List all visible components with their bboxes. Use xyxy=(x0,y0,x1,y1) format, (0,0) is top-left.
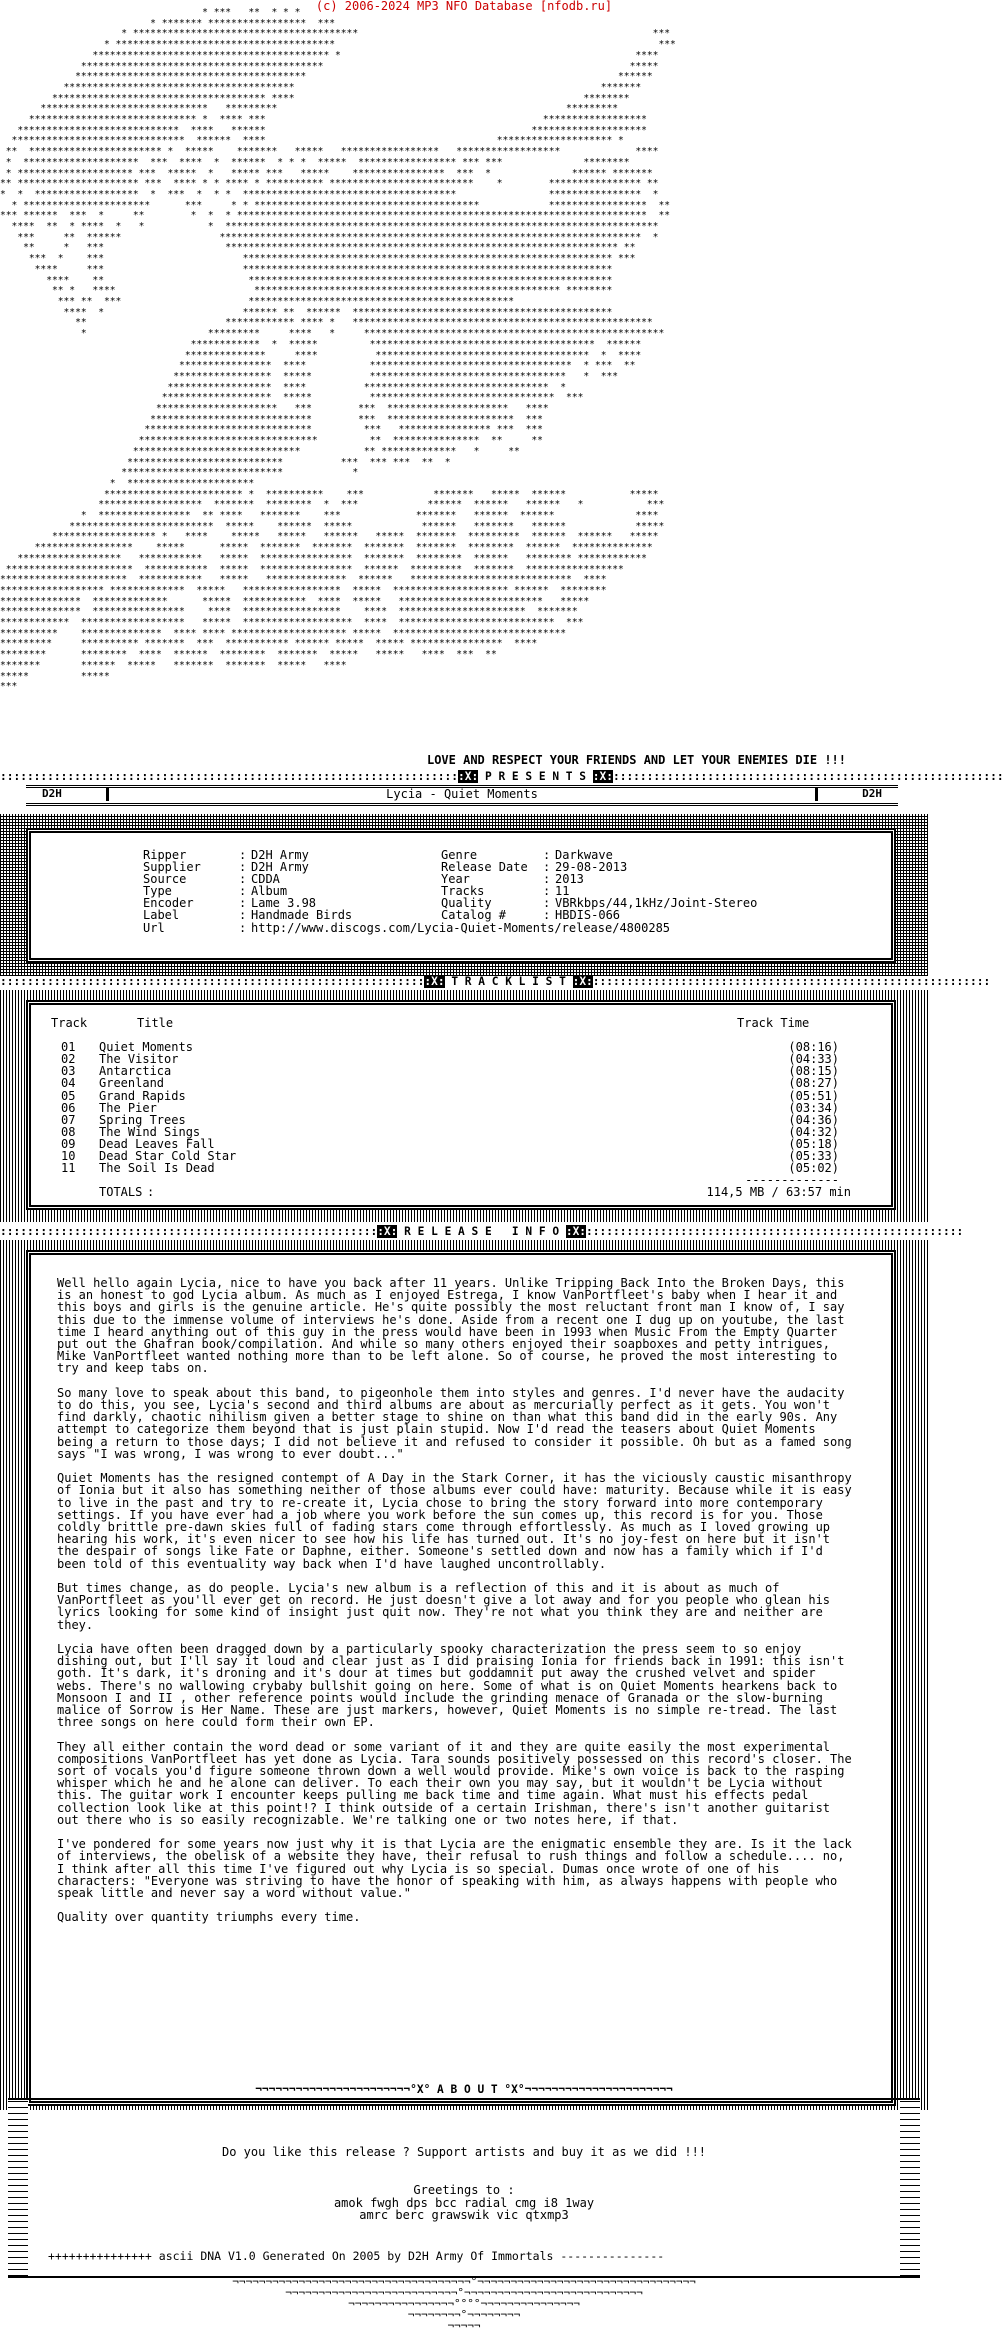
totals-divider: ------------- xyxy=(745,1173,839,1188)
track-number: 02 xyxy=(61,1052,76,1067)
track-row xyxy=(51,1065,851,1077)
track-row xyxy=(51,1077,851,1089)
meta-row: Ripper : D2H Army Genre : Darkwave xyxy=(143,848,613,862)
support-text: Do you like this release ? Support artists and buy it as we did !!! xyxy=(221,2145,707,2159)
meta-panel xyxy=(26,828,896,963)
release-info-section xyxy=(0,1225,964,2116)
track-number: 08 xyxy=(61,1124,76,1139)
about-banner: A B O U T xyxy=(437,2083,498,2096)
about-banner-row: ¬¬¬¬¬¬¬¬¬¬¬¬¬¬¬¬¬¬¬¬¬¬¬°X° A B O U T °X°¬¬¬¬¬¬¬¬¬¬¬¬¬¬¬¬¬¬¬¬¬¬ xyxy=(255,2083,673,2096)
presents-section xyxy=(0,770,1004,811)
release-info-banner: R E L E A S E I N F O xyxy=(404,1225,560,1238)
greetings-line1: amok fwgh dps bcc radial cmg i8 1way xyxy=(333,2195,595,2210)
meta-url-row: Url : http://www.discogs.com/Lycia-Quiet-Moments/release/4800285 xyxy=(143,922,863,934)
ascii-logo-text: * *** ** * * * * ******* ***************** *** * *************************************** *** * ************************************** *** ***************************************** * **** ****************************************** ***** **************************************** ****** **************************************** ******* ************************************* **** ******** ***************************** ********* ********* ***************************** * **** *** ****************** **************************** **** ****** ******************** ****************************** ****** **** ******************** * ** *********************** * ***** ******* ***** ***************** ****************** **** * ******************** *** **** * ****** * * * ***** ***************** *** *** ******** * ******************** *** ***** * ***** *** ***** **************** *** * ****** ******* ** ********************* *** **** * * **** * ********** ************************* * **************** ** * * ****************** * *** * * * ************************************* **************** * * ********************** *** * * *************************************** ***************** ** *** ****** *** * ** * * * *********************************************************************** ** **** ** * **** * * * *************************************************************************** *** ** ****** ************************************************************************* * ** * *** ******************************************************************** ** *** * *** **************************************************************** *** **** *** **************************************************************** **** ** *************************************************************** ** * **** ***************************************************** ******** *** ** *** ********************************************** **** * ****** ** ****** ********************************************* ** ************ **** * **************************************************** * ********* **** * **************************************************** ************ * ***** *************************************** ****** ************** **** ************************************* * **** **************** **** *********************************** * *** ** ***************** ***** ********************************** * *** ****************** **** ******************************** * ******************* ***** ******************************** *** ********************* *** *** ********************* **** **************************** *** ********************** *** ***************************** *** **************** *** *** ******************************* ** *************** ** ** ***************************** ** ************* * ** *************************** *** *** *** ** * **************************** * * ********************** ************************ * ********** *** ******* ***** ****** ***** ****************** ******* ******** * *** ****** ****** ****** * *** * **************** ** **** ******* *** ******* ****** ****** **** ************************* ***** ****** ***** ****** ******* ****** ***** ****************** * **** ***** ***** ****** ***** ******* ********* ****** ****** ***** ***************** ***** ***** ******* ******* ******* ******* ******** ****** ************** ****************** *********** ***** **************** ******* ******** ****** ******** ************ ********************** *********** ***** **************** ****** ********* ******* ***************** ********************** *********** ***** ************** ****** **************************** **** ****************** ************* ***** ***************** ***** ******************** ****** ******** ************** ************* ***** *********** **** ***** ************************* ***** ************** **************** **** ***************** **** ********************** ******* ************ ****************** ***** ******************* **** *************************** *** ********** ************** **** **** ******************** ***** ****************************** ********* ********** ******* *** *********** ****** ***** ***** **************** **** ******** ******** **** ****** ******** ******* ***** ***** **** *** ** ******* ****** ***** ******* ******* ***** **** ***** ***** *** xyxy=(0,7,676,693)
track-time: (05:02) xyxy=(788,1161,839,1176)
track-number: 05 xyxy=(61,1088,76,1103)
track-title: Dead Star Cold Star xyxy=(99,1149,237,1164)
track-title: Quiet Moments xyxy=(99,1040,193,1055)
track-time: (08:27) xyxy=(788,1076,839,1091)
tracklist-header xyxy=(51,1017,851,1029)
greetings-label: Greetings to : xyxy=(413,2183,515,2197)
info-paragraph: So many love to speak about this band, to pigeonhole them into styles and genres. I'd never have the audacity to do this, you see, Lycia's second and third albums are about as mercurially perfect as it gets. You won't find darkly, chaotic nihilism given a better stage to shine on than what this band did in the early 90s. Any attempt to categorize them beyond that is just plain stupid. Now I'd read the teasers about Quiet Moments being a return to those days; I did not believe it and refused to consider it possible. Oh but as a famed song says "I was wrong, I was wrong to ever doubt..." xyxy=(57,1385,852,1461)
track-title: The Wind Sings xyxy=(99,1124,201,1139)
track-title: The Soil Is Dead xyxy=(99,1161,215,1176)
track-number: 10 xyxy=(61,1149,76,1164)
ascii-logo-art xyxy=(0,8,928,758)
info-paragraph: Well hello again Lycia, nice to have you back after 11 years. Unlike Tripping Back Into the Broken Days, this is an honest to god Lycia album. As much as I enjoyed Estrega, I know VanPortfleet's baby when I hear it and this boys and girls is the genuine article. He's quite possibly the most reluctant front man I know of, I say this due to the immense volume of interviews he's done. Aside from a recent one I dug up on youtube, the last time I heard anything out of this guy in the press would have been in 1993 when Music From the Empty Quarter put out the Ghafran book/compilation. And while so many others enjoyed their soapboxes and petty intrigues, Mike VanPortfleet wanted nothing more than to be left alone. So of course, he proved the most interesting to try and keep tabs on. xyxy=(57,1276,845,1376)
meta-row: Encoder : Lame 3.98 Quality : VBRkbps/44,1kHz/Joint-Stereo xyxy=(143,896,758,911)
col-track: Track xyxy=(51,1016,88,1030)
track-row xyxy=(51,1162,851,1174)
track-row xyxy=(51,1053,851,1065)
release-info-banner-row: :::::::::::::::::::::::::::::::::::::::::::::::::::::::::X: R E L E A S E I N F O :X::::::::::::::::::::::::::::::::::::::::::::::::::::::::: xyxy=(0,1225,964,1238)
discogs-link[interactable]: http://www.discogs.com/Lycia-Quiet-Moments/release/4800285 xyxy=(251,920,671,935)
meta-row: Label : Handmade Birds Catalog # : HBDIS-066 xyxy=(143,908,621,923)
tagline: LOVE AND RESPECT YOUR FRIENDS AND LET YOUR ENEMIES DIE !!! xyxy=(426,753,846,767)
track-time: (05:18) xyxy=(788,1136,839,1151)
copyright-notice: (c) 2006-2024 MP3 NFO Database [nfodb.ru] xyxy=(315,0,613,13)
meta-grid xyxy=(143,849,863,934)
info-paragraph: Quiet Moments has the resigned contempt of A Day in the Stark Corner, it has the viciously caustic misanthropy of Ionia but it also has something neither of those albums ever could have: maturity. Because while it is easy to live in the past and try to re-create it, Lycia chose to bring the story forward into more contemporary settings. If you have ever had a job where you work before the sun comes up, this record is for you. Those coldly brittle pre-dawn skies full of fading stars come through effortlessly. As much as I loved growing up hearing his work, it's even nicer to see how his life has turned out. It's no joy-fest on here but it isn't the despair of songs like Fate or Daphne, either. Someone's settled down and now has a family which if I'd been told of this eventuality way back when I'd have laughed uncontrollably. xyxy=(57,1471,852,1571)
about-frame xyxy=(8,2098,920,2278)
info-paragraph: They all either contain the word dead or some variant of it and they are quite easily the most experimental compositions VanPortfleet has yet done as Lycia. Tara sounds positively possessed on this record's closer. The sort of vocals you'd figure someone thrown down a well would provide. Mike's own voice is back to the rasping whisper which he and he alone can deliver. To each their own you may say, but it wouldn't be Lycia without this. The guitar work I encounter keeps pulling me back time and time again. What must his effects pedal collection look like at this point!? I think outside of a certain Irishman, there's isn't another guitarist out there who is so easily recognizable. We're talking one or two notes here, if that. xyxy=(57,1739,852,1827)
meta-section xyxy=(0,814,928,976)
track-time: (08:16) xyxy=(788,1040,839,1055)
tracklist-table xyxy=(51,1017,851,1198)
track-time: (04:32) xyxy=(788,1124,839,1139)
info-paragraph: I've pondered for some years now just why it is that Lycia are the enigmatic ensemble they are. Is it the lack of interviews, the obelisk of a website they have, their refusal to rush things and follow a schedule.... no, I think after all this time I've figured out why Lycia is so special. Dumas once wrote of one of his characters: "Everyone was striving to have the honor of speaking with him, as always happens with people who speak little and never say a word without value." xyxy=(57,1837,852,1901)
tracklist-banner-row: ::::::::::::::::::::::::::::::::::::::::::::::::::::::::::::::::X: T R A C K L I S T :X:::::::::::::::::::::::::::::::::::::::::::::::::::::::::::: xyxy=(0,975,991,988)
track-title: The Pier xyxy=(99,1100,157,1115)
track-number: 11 xyxy=(61,1161,76,1176)
right-tag: D2H xyxy=(862,787,882,800)
track-title: The Visitor xyxy=(99,1052,179,1067)
left-tag: D2H xyxy=(42,787,62,800)
track-title: Dead Leaves Fall xyxy=(99,1136,215,1151)
track-title: Spring Trees xyxy=(99,1112,186,1127)
totals-value: 114,5 MB / 63:57 min xyxy=(706,1185,851,1200)
info-paragraph: But times change, as do people. Lycia's new album is a reflection of this and it is about as much of VanPortfleet as you'll ever get on record. He just doesn't give a lot away and for you people who glean his lyrics looking for some kind of insight just quit now. They're not what you think they are and neither are they. xyxy=(57,1581,831,1632)
meta-row: Source : CDDA Year : 2013 xyxy=(143,872,584,887)
track-title: Antarctica xyxy=(99,1064,172,1079)
track-time: (03:34) xyxy=(788,1100,839,1115)
track-number: 07 xyxy=(61,1112,76,1127)
info-paragraph: Quality over quantity triumphs every time. xyxy=(57,1910,361,1925)
release-info-text xyxy=(57,1277,857,1936)
release-title: Lycia - Quiet Moments xyxy=(106,787,818,801)
track-rows xyxy=(51,1041,851,1174)
col-title: Title xyxy=(137,1016,174,1030)
track-number: 04 xyxy=(61,1076,76,1091)
track-row xyxy=(51,1090,851,1102)
meta-row: Supplier : D2H Army Release Date : 29-08-2013 xyxy=(143,860,628,875)
footer-line: +++++++++++++++ ascii DNA V1.0 Generated On 2005 by D2H Army Of Immortals --------------- xyxy=(48,2249,665,2263)
track-title: Greenland xyxy=(99,1076,165,1091)
meta-row: Type : Album Tracks : 11 xyxy=(143,884,570,899)
track-title: Grand Rapids xyxy=(99,1088,186,1103)
greetings-block xyxy=(8,2184,920,2222)
title-bar xyxy=(26,785,898,806)
track-row xyxy=(51,1102,851,1114)
col-time: Track Time xyxy=(737,1016,810,1030)
greetings-line2: amrc berc grawswik vic qtxmp3 xyxy=(359,2208,569,2222)
tracklist-panel xyxy=(26,1000,896,1210)
presents-banner-row: :::::::::::::::::::::::::::::::::::::::::::::::::::::::::::::::::::::X: P R E S E N T S :X::::::::::::::::::::::::::::::::::::::::::::::::::::::::::: xyxy=(0,770,1004,783)
track-number: 09 xyxy=(61,1136,76,1151)
track-time: (04:36) xyxy=(788,1112,839,1127)
totals-row: TOTALS : 114,5 MB / 63:57 min xyxy=(51,1186,851,1198)
track-number: 03 xyxy=(61,1064,76,1079)
track-time: (08:15) xyxy=(788,1064,839,1079)
track-number: 06 xyxy=(61,1100,76,1115)
info-paragraph: Lycia have often been dragged down by a particularly spooky characterization the press seem to so enjoy dishing out, but I'll say it loud and clear just as I did praising Ionia for friends back in 1991: this isn't goth. It's dark, it's droning and it's dour at times but goddamnit put away the crushed velvet and spider webs. There's no wallowing crybaby bullshit going on here. Some of what is on Quiet Moments hearkens back to Monsoon I and II , other reference points would include the grinding menace of Granada or the slow-burning malice of Sorrow is Her Name. These are just markers, however, Quiet Moments is no simple re-tread. The last three songs on here could form their own EP. xyxy=(57,1642,845,1730)
about-section xyxy=(0,2083,928,2332)
release-info-panel xyxy=(26,1250,896,2106)
track-time: (05:33) xyxy=(788,1149,839,1164)
tracklist-section xyxy=(0,975,991,1226)
footer-ascii-taper: ¬¬¬¬¬¬¬¬¬¬¬¬¬¬¬¬¬¬¬¬¬¬¬¬¬¬¬¬¬¬¬¬¬¬¬¬°¬¬¬¬¬¬¬¬¬¬¬¬¬¬¬¬¬¬¬¬¬¬¬¬¬¬¬¬¬¬¬¬¬ ¬¬¬¬¬¬¬¬¬¬¬¬¬¬¬¬¬¬¬¬¬¬¬¬¬¬°¬¬¬¬¬¬¬¬¬¬¬¬¬¬¬¬¬¬¬¬¬¬¬¬¬¬¬ ¬¬¬¬¬¬¬¬¬¬¬¬¬¬¬¬°°°°¬¬¬¬¬¬¬¬¬¬¬¬¬¬¬ ¬¬¬¬¬¬¬¬°¬¬¬¬¬¬¬¬ ¬¬¬¬¬ xyxy=(232,2275,696,2332)
track-time: (05:51) xyxy=(788,1088,839,1103)
totals-label: TOTALS xyxy=(99,1185,143,1200)
track-number: 01 xyxy=(61,1040,76,1055)
tracklist-banner: T R A C K L I S T xyxy=(451,975,566,988)
track-time: (04:33) xyxy=(788,1052,839,1067)
